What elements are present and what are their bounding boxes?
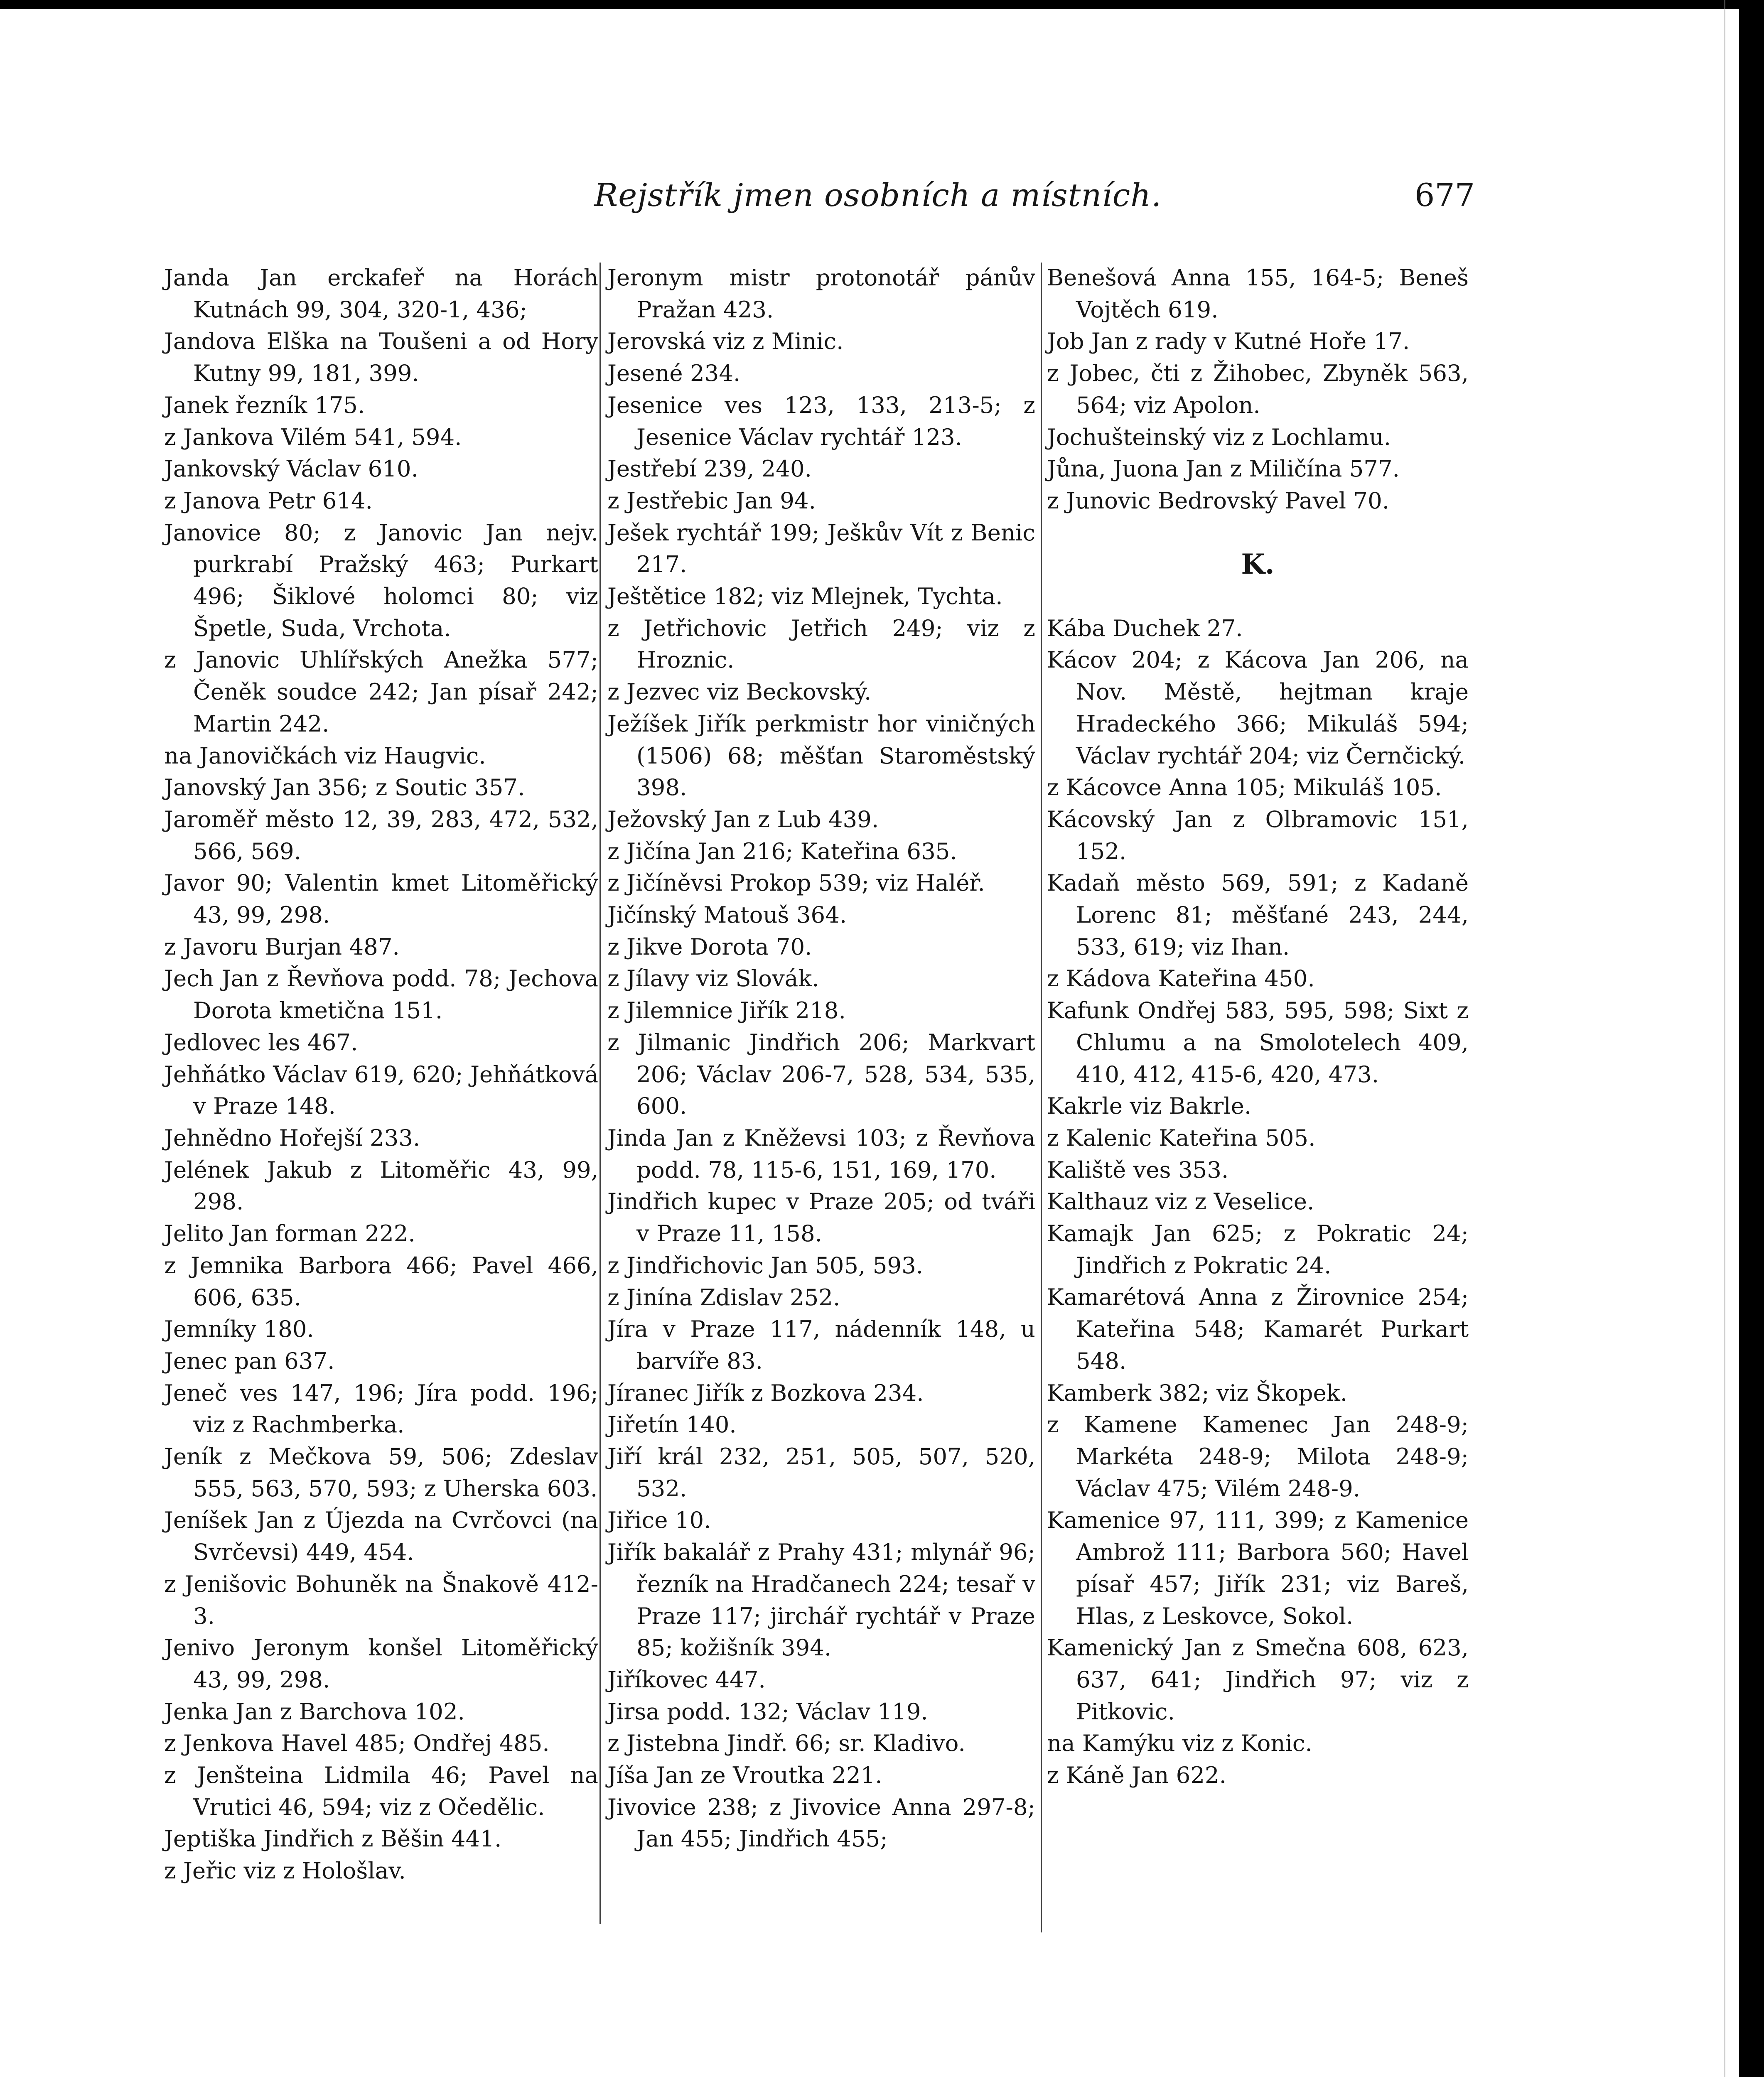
index-entry: z Kácovce Anna 105; Mikuláš 105. bbox=[1047, 774, 1442, 801]
index-entry: z Jindřichovic Jan 505, 593. bbox=[607, 1252, 924, 1279]
index-entry: Jesené 234. bbox=[607, 360, 741, 387]
index-entry: z Káně Jan 622. bbox=[1047, 1762, 1227, 1789]
index-entry: Jeník z Mečkova 59, 506; Zdeslav 555, 563, 570, 593; z Uherska 603. bbox=[164, 1443, 598, 1502]
section-heading-letter: K. bbox=[1241, 548, 1275, 581]
index-entry: z Janovic Uhlířských Anežka 577; Čeněk soudce 242; Jan písař 242; Martin 242. bbox=[164, 646, 598, 737]
index-entry: Ježíšek Jiřík perkmistr hor viničných (1506) 68; měšťan Staroměstský 398. bbox=[607, 710, 1035, 801]
index-entry: Jehnědno Hořejší 233. bbox=[164, 1124, 420, 1151]
index-entry: z Jílavy viz Slovák. bbox=[607, 965, 819, 992]
index-entry: z Javoru Burjan 487. bbox=[164, 933, 400, 960]
index-entry: z Jankova Vilém 541, 594. bbox=[164, 423, 462, 450]
index-entry: Jemníky 180. bbox=[164, 1316, 314, 1343]
index-entry: Jelito Jan forman 222. bbox=[164, 1220, 415, 1247]
scan-border-right bbox=[1739, 0, 1764, 2077]
index-entry: z Jestřebic Jan 94. bbox=[607, 487, 816, 514]
index-entry: z Junovic Bedrovský Pavel 70. bbox=[1047, 487, 1390, 514]
index-entry: Ješek rychtář 199; Ješkův Vít z Benic 217. bbox=[607, 519, 1035, 578]
running-header-title: Rejstřík jmen osobních a místních. bbox=[594, 177, 1162, 214]
index-entry: Jiřice 10. bbox=[607, 1507, 711, 1534]
column-divider-1 bbox=[599, 263, 601, 1924]
index-entry: z Jilemnice Jiřík 218. bbox=[607, 997, 846, 1024]
index-entry: Jeronym mistr protonotář pánův Pražan 423. bbox=[607, 264, 1035, 323]
index-entry: Jůna, Juona Jan z Miličína 577. bbox=[1047, 455, 1400, 482]
index-column-2 bbox=[607, 262, 1035, 1855]
index-entry: na Kamýku viz z Konic. bbox=[1047, 1730, 1312, 1757]
index-entry: Kamenice 97, 111, 399; z Kamenice Ambrož 111; Barbora 560; Havel písař 457; Jiřík 231; viz Bareš, Hlas, z Leskovce, Sokol. bbox=[1047, 1507, 1469, 1629]
index-entry: z Jilmanic Jindřich 206; Markvart 206; Václav 206-7, 528, 534, 535, 600. bbox=[607, 1029, 1035, 1120]
index-entry: Kafunk Ondřej 583, 595, 598; Sixt z Chlumu a na Smolotelech 409, 410, 412, 415-6, 420, 473. bbox=[1047, 997, 1469, 1088]
index-column-1 bbox=[164, 262, 598, 1887]
index-entry: z Jinína Zdislav 252. bbox=[607, 1284, 840, 1311]
index-entry: Jedlovec les 467. bbox=[164, 1029, 358, 1056]
index-entry: z Jenišovic Bohuněk na Šnakově 412-3. bbox=[164, 1570, 598, 1629]
index-entry: Job Jan z rady v Kutné Hoře 17. bbox=[1047, 328, 1410, 355]
index-entry: Jankovský Václav 610. bbox=[164, 455, 418, 482]
index-entry: z Jikve Dorota 70. bbox=[607, 933, 812, 960]
index-entry: Kamarétová Anna z Žirovnice 254; Kateřina 548; Kamarét Purkart 548. bbox=[1047, 1284, 1469, 1374]
index-entry: Janovice 80; z Janovic Jan nejv. purkrabí Pražský 463; Purkart 496; Šiklové holomci 80; viz Špetle, Suda, Vrchota. bbox=[164, 519, 598, 641]
index-entry: z Jeřic viz z Hološlav. bbox=[164, 1857, 406, 1884]
index-entry: Jandova Elška na Toušeni a od Hory Kutny 99, 181, 399. bbox=[164, 328, 598, 387]
index-entry: Kalthauz viz z Veselice. bbox=[1047, 1188, 1314, 1215]
index-entry: z Jistebna Jindř. 66; sr. Kladivo. bbox=[607, 1730, 966, 1757]
index-entry: Kamajk Jan 625; z Pokratic 24; Jindřich z Pokratic 24. bbox=[1047, 1220, 1469, 1279]
index-entry: Jerovská viz z Minic. bbox=[607, 328, 844, 355]
index-entry: Jiříkovec 447. bbox=[607, 1666, 766, 1693]
index-entry: Kába Duchek 27. bbox=[1047, 614, 1243, 641]
index-entry: Ještětice 182; viz Mlejnek, Tychta. bbox=[607, 583, 1003, 610]
index-entry: Jeptiška Jindřich z Běšin 441. bbox=[164, 1825, 502, 1852]
index-entry: Jirsa podd. 132; Václav 119. bbox=[607, 1698, 928, 1725]
index-entry: Jehňátko Václav 619, 620; Jehňátková v Praze 148. bbox=[164, 1061, 598, 1120]
index-entry: Jičínský Matouš 364. bbox=[607, 901, 847, 928]
index-entry: z Janova Petr 614. bbox=[164, 487, 373, 514]
index-entry: Ježovský Jan z Lub 439. bbox=[607, 805, 879, 832]
index-entry: z Jobec, čti z Žihobec, Zbyněk 563, 564; viz Apolon. bbox=[1047, 360, 1469, 418]
index-entry: Jesenice ves 123, 133, 213-5; z Jesenice Václav rychtář 123. bbox=[607, 391, 1035, 450]
index-entry: Javor 90; Valentin kmet Litoměřický 43, 99, 298. bbox=[164, 869, 598, 928]
index-entry: z Jemnika Barbora 466; Pavel 466, 606, 635. bbox=[164, 1252, 598, 1311]
index-entry: Kamberk 382; viz Škopek. bbox=[1047, 1379, 1348, 1406]
index-entry: Jestřebí 239, 240. bbox=[607, 455, 812, 482]
index-entry: Kácov 204; z Kácova Jan 206, na Nov. Městě, hejtman kraje Hradeckého 366; Mikuláš 594; Václav rychtář 204; viz Černčický. bbox=[1047, 646, 1469, 769]
index-entry: z Jetřichovic Jetřich 249; viz z Hroznic. bbox=[607, 614, 1035, 673]
index-entry: Jelének Jakub z Litoměřic 43, 99, 298. bbox=[164, 1156, 598, 1215]
index-entry: z Kádova Kateřina 450. bbox=[1047, 965, 1315, 992]
index-entry: Kamenický Jan z Smečna 608, 623, 637, 641; Jindřich 97; viz z Pitkovic. bbox=[1047, 1634, 1469, 1725]
index-entry: Kaliště ves 353. bbox=[1047, 1156, 1229, 1183]
scan-border-top bbox=[0, 0, 1764, 9]
index-entry: z Jičína Jan 216; Kateřina 635. bbox=[607, 837, 957, 864]
index-entry: Jochušteinský viz z Lochlamu. bbox=[1047, 423, 1391, 450]
index-entry: Jeneč ves 147, 196; Jíra podd. 196; viz z Rachmberka. bbox=[164, 1379, 598, 1438]
index-entry: Jinda Jan z Kněževsi 103; z Řevňova podd. 78, 115-6, 151, 169, 170. bbox=[607, 1124, 1035, 1183]
index-entry: Jenka Jan z Barchova 102. bbox=[164, 1698, 465, 1725]
index-column-3 bbox=[1047, 262, 1469, 1791]
index-entry: Kakrle viz Bakrle. bbox=[1047, 1093, 1252, 1120]
page-number: 677 bbox=[1415, 177, 1475, 214]
index-entry: Janovský Jan 356; z Soutic 357. bbox=[164, 774, 525, 801]
index-entry: Kácovský Jan z Olbramovic 151, 152. bbox=[1047, 805, 1469, 864]
index-entry: z Jezvec viz Beckovský. bbox=[607, 678, 872, 705]
index-entry: Janek řezník 175. bbox=[164, 391, 365, 418]
index-entry: Jíra v Praze 117, nádenník 148, u barvíře 83. bbox=[607, 1316, 1035, 1374]
index-entry: Jenivo Jeronym konšel Litoměřický 43, 99, 298. bbox=[164, 1634, 598, 1693]
index-entry: Jiřetín 140. bbox=[607, 1411, 737, 1438]
index-entry: na Janovičkách viz Haugvic. bbox=[164, 742, 486, 769]
index-entry: Jíranec Jiřík z Bozkova 234. bbox=[607, 1379, 924, 1406]
index-entry: Jindřich kupec v Praze 205; od tváři v Praze 11, 158. bbox=[607, 1188, 1035, 1247]
index-entry: z Jenkova Havel 485; Ondřej 485. bbox=[164, 1730, 550, 1757]
page-edge-line bbox=[1724, 0, 1725, 2077]
index-entry: z Kamene Kamenec Jan 248-9; Markéta 248-9; Milota 248-9; Václav 475; Vilém 248-9. bbox=[1047, 1411, 1469, 1502]
index-entry: Jíša Jan ze Vroutka 221. bbox=[607, 1762, 882, 1789]
index-entry: Jaroměř město 12, 39, 283, 472, 532, 566, 569. bbox=[164, 805, 598, 864]
index-entry: Jech Jan z Řevňova podd. 78; Jechova Dorota kmetična 151. bbox=[164, 965, 598, 1024]
index-entry: Kadaň město 569, 591; z Kadaně Lorenc 81; měšťané 243, 244, 533, 619; viz Ihan. bbox=[1047, 869, 1469, 960]
index-entry: Jenec pan 637. bbox=[164, 1347, 335, 1374]
column-divider-2 bbox=[1041, 263, 1042, 1932]
index-entry: z Jenšteina Lidmila 46; Pavel na Vrutici 46, 594; viz z Očedělic. bbox=[164, 1762, 598, 1820]
index-entry: Jivovice 238; z Jivovice Anna 297-8; Jan 455; Jindřich 455; bbox=[607, 1793, 1035, 1852]
index-entry: Jeníšek Jan z Újezda na Cvrčovci (na Svrčevsi) 449, 454. bbox=[164, 1507, 598, 1566]
index-entry: Benešová Anna 155, 164-5; Beneš Vojtěch 619. bbox=[1047, 264, 1469, 323]
index-entry: Jiřík bakalář z Prahy 431; mlynář 96; řezník na Hradčanech 224; tesař v Praze 117; jirchář rychtář v Praze 85; kožišník 394. bbox=[607, 1539, 1035, 1661]
index-entry: z Kalenic Kateřina 505. bbox=[1047, 1124, 1316, 1151]
index-entry: z Jičíněvsi Prokop 539; viz Haléř. bbox=[607, 869, 985, 896]
index-entry: Jiří král 232, 251, 505, 507, 520, 532. bbox=[607, 1443, 1035, 1502]
index-entry: Janda Jan erckafeř na Horách Kutnách 99, 304, 320-1, 436; bbox=[164, 264, 598, 323]
